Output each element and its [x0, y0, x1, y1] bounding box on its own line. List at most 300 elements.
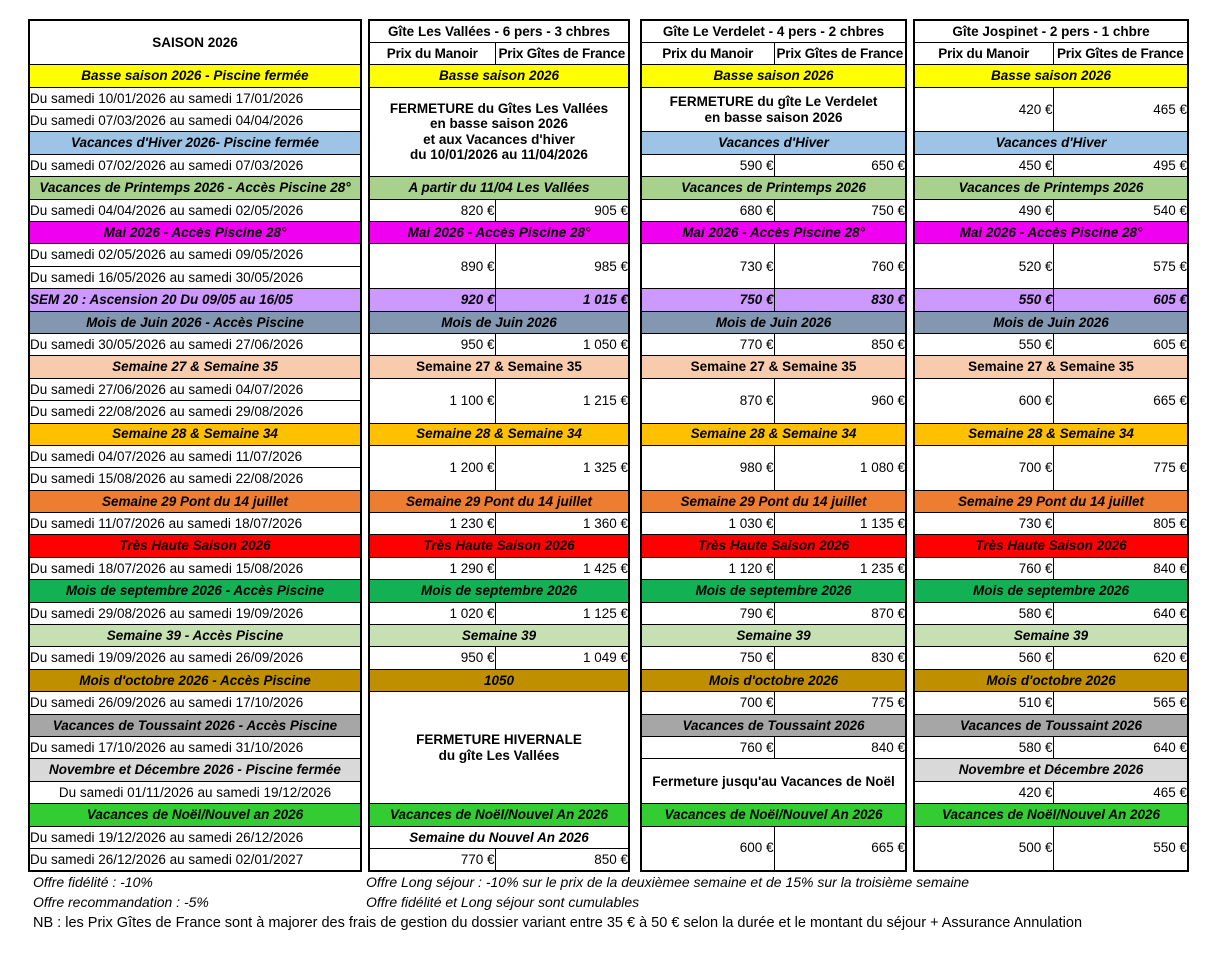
- section-header-cell: Vacances de Noël/Nouvel An 2026: [914, 804, 1188, 826]
- price-gdf-cell: 1 049 €: [495, 647, 629, 669]
- table-row: [369, 692, 629, 714]
- price-manoir-cell: 920 €: [369, 289, 495, 311]
- table-row: [914, 87, 1188, 109]
- section-header-cell: Mois de Juin 2026: [369, 311, 629, 333]
- table-row: [914, 42, 1188, 64]
- price-gdf-cell: 465 €: [1053, 781, 1188, 803]
- price-gdf-cell: 620 €: [1053, 647, 1188, 669]
- table-row: [641, 333, 906, 355]
- price-gdf-cell: 1 050 €: [495, 333, 629, 355]
- price-manoir-cell: 450 €: [914, 154, 1053, 176]
- table-row: [369, 356, 629, 378]
- table-row: [641, 356, 906, 378]
- price-manoir-cell: 490 €: [914, 199, 1053, 221]
- closure-note-line: FERMETURE du gîte Le Verdelet: [669, 94, 878, 110]
- section-header-cell: Mois de septembre 2026: [914, 580, 1188, 602]
- table-row: [914, 647, 1188, 669]
- table-row: [29, 759, 361, 781]
- table-row: [369, 602, 629, 624]
- date-range-cell: Du samedi 29/08/2026 au samedi 19/09/2026: [29, 602, 361, 624]
- section-header-cell: Semaine 28 & Semaine 34: [914, 423, 1188, 445]
- table-row: [641, 692, 906, 714]
- price-manoir-cell: 420 €: [914, 87, 1053, 132]
- section-header-cell: Mois de Juin 2026: [914, 311, 1188, 333]
- date-range-cell: Du samedi 19/09/2026 au samedi 26/09/2026: [29, 647, 361, 669]
- table-row: [369, 669, 629, 691]
- table-row: [369, 65, 629, 87]
- table-row: [29, 289, 361, 311]
- table-row: [369, 20, 629, 42]
- section-header-cell: Semaine 29 Pont du 14 juillet: [29, 490, 361, 512]
- price-gdf-cell: 1 135 €: [774, 513, 906, 535]
- section-header-cell: Mois de septembre 2026: [641, 580, 906, 602]
- price-manoir-cell: 590 €: [641, 154, 774, 176]
- price-manoir-cell: 420 €: [914, 781, 1053, 803]
- table-row: [641, 513, 906, 535]
- date-range-cell: Du samedi 04/04/2026 au samedi 02/05/2026: [29, 199, 361, 221]
- table-row: [369, 557, 629, 579]
- table-row: [369, 378, 629, 400]
- table-row: [29, 535, 361, 557]
- table-row: [914, 132, 1188, 154]
- table-row: [29, 65, 361, 87]
- table-row: [914, 580, 1188, 602]
- price-gdf-cell: 840 €: [1053, 557, 1188, 579]
- price-manoir-cell: 500 €: [914, 826, 1053, 871]
- price-manoir-cell: 790 €: [641, 602, 774, 624]
- table-row: [914, 804, 1188, 826]
- table-row: [369, 42, 629, 64]
- closure-note-line: en basse saison 2026: [704, 109, 843, 125]
- table-row: [29, 199, 361, 221]
- price-gdf-cell: 840 €: [774, 737, 906, 759]
- table-row: [29, 826, 361, 848]
- section-header-cell: Vacances de Toussaint 2026: [641, 714, 906, 736]
- price-gdf-cell: 605 €: [1053, 333, 1188, 355]
- sem20-row-cell: SEM 20 : Ascension 20 Du 09/05 au 16/05: [29, 289, 361, 311]
- closure-note-line: du gîte Les Vallées: [438, 747, 560, 763]
- section-header-cell: Semaine 27 & Semaine 35: [369, 356, 629, 378]
- price-gdf-cell: 575 €: [1053, 244, 1188, 289]
- table-row: [29, 781, 361, 803]
- table-row: [914, 826, 1188, 848]
- table-row: [29, 625, 361, 647]
- price-gdf-cell: 665 €: [1053, 378, 1188, 423]
- section-header-cell: Mai 2026 - Accès Piscine 28°: [914, 222, 1188, 244]
- table-row: [914, 199, 1188, 221]
- price-gdf-cell: 1 080 €: [774, 445, 906, 490]
- price-manoir-cell: 600 €: [914, 378, 1053, 423]
- offer-fidelity-note: Offre fidélité : -10%: [33, 874, 153, 890]
- table-row: [914, 535, 1188, 557]
- table-row: [29, 423, 361, 445]
- section-header-cell: Semaine 27 & Semaine 35: [641, 356, 906, 378]
- price-gdf-cell: 850 €: [774, 333, 906, 355]
- table-row: [29, 244, 361, 266]
- price-manoir-cell: 1 230 €: [369, 513, 495, 535]
- table-row: [29, 356, 361, 378]
- date-range-cell: Du samedi 04/07/2026 au samedi 11/07/2026: [29, 445, 361, 467]
- table-row: [369, 177, 629, 199]
- table-row: [29, 714, 361, 736]
- table-row: [914, 311, 1188, 333]
- price-gdf-cell: 640 €: [1053, 602, 1188, 624]
- closure-note-line: en basse saison 2026: [429, 116, 569, 132]
- table-row: [641, 669, 906, 691]
- section-header-cell: Basse saison 2026: [641, 65, 906, 87]
- date-range-cell: Du samedi 18/07/2026 au samedi 15/08/2026: [29, 557, 361, 579]
- price-gdf-cell: 540 €: [1053, 199, 1188, 221]
- price-manoir-cell: 580 €: [914, 737, 1053, 759]
- table-row: [914, 154, 1188, 176]
- section-header-cell: 1050: [369, 669, 629, 691]
- section-header-cell: Semaine 29 Pont du 14 juillet: [914, 490, 1188, 512]
- section-header-cell: Très Haute Saison 2026: [914, 535, 1188, 557]
- price-gdf-cell: 1 325 €: [495, 445, 629, 490]
- date-range-cell: Du samedi 01/11/2026 au samedi 19/12/2026: [29, 781, 361, 803]
- price-gdf-cell: 1 235 €: [774, 557, 906, 579]
- price-gdf-cell: 565 €: [1053, 692, 1188, 714]
- table-row: [369, 333, 629, 355]
- section-header-cell: Semaine 28 & Semaine 34: [29, 423, 361, 445]
- section-header-cell: Très Haute Saison 2026: [369, 535, 629, 557]
- table-row: [914, 602, 1188, 624]
- section-header-cell: Semaine 39: [369, 625, 629, 647]
- price-gdf-cell: 640 €: [1053, 737, 1188, 759]
- price-manoir-cell: 1 290 €: [369, 557, 495, 579]
- price-manoir-cell: 870 €: [641, 378, 774, 423]
- section-header-cell: Mois de Juin 2026: [641, 311, 906, 333]
- section-header-cell: Novembre et Décembre 2026: [914, 759, 1188, 781]
- section-header-cell: Semaine 27 & Semaine 35: [29, 356, 361, 378]
- table-row: [369, 625, 629, 647]
- section-header-cell: Vacances de Noël/Nouvel An 2026: [641, 804, 906, 826]
- table-row: [641, 244, 906, 266]
- date-range-cell: Du samedi 15/08/2026 au samedi 22/08/2026: [29, 468, 361, 490]
- date-range-cell: Du samedi 22/08/2026 au samedi 29/08/2026: [29, 401, 361, 423]
- price-gdf-cell: 905 €: [495, 199, 629, 221]
- table-row: [641, 759, 906, 781]
- table-row: [369, 848, 629, 870]
- section-header-cell: Semaine 28 & Semaine 34: [369, 423, 629, 445]
- section-header-cell: Mai 2026 - Accès Piscine 28°: [641, 222, 906, 244]
- table-row: [641, 737, 906, 759]
- section-header-cell: Vacances de Toussaint 2026: [914, 714, 1188, 736]
- gite-title-cell: Gîte Les Vallées - 6 pers - 3 chbres: [369, 20, 629, 42]
- table-row: [641, 65, 906, 87]
- table-row: [914, 625, 1188, 647]
- price-column-header-manoir: Prix du Manoir: [914, 42, 1053, 64]
- table-row: [369, 199, 629, 221]
- section-header-cell: Vacances d'Hiver 2026- Piscine fermée: [29, 132, 361, 154]
- price-manoir-cell: 890 €: [369, 244, 495, 289]
- table-row: [369, 445, 629, 467]
- table-row: [369, 826, 629, 848]
- table-row: [914, 714, 1188, 736]
- date-range-cell: Du samedi 07/03/2026 au samedi 04/04/2026: [29, 110, 361, 132]
- price-manoir-cell: 730 €: [914, 513, 1053, 535]
- table-row: [29, 602, 361, 624]
- price-manoir-cell: 770 €: [641, 333, 774, 355]
- price-manoir-cell: 580 €: [914, 602, 1053, 624]
- table-row: [914, 490, 1188, 512]
- table-saison: [28, 19, 362, 872]
- price-manoir-cell: 770 €: [369, 848, 495, 870]
- section-header-cell: Vacances d'Hiver: [914, 132, 1188, 154]
- table-row: [914, 222, 1188, 244]
- table-row: [29, 222, 361, 244]
- price-manoir-cell: 980 €: [641, 445, 774, 490]
- table-row: [641, 20, 906, 42]
- offer-long-stay-note: Offre Long séjour : -10% sur le prix de la deuxièmee semaine et de 15% sur la troisième semaine: [366, 874, 970, 890]
- section-header-cell: Semaine 39: [914, 625, 1188, 647]
- closure-note-line: FERMETURE du Gîtes Les Vallées: [389, 100, 609, 116]
- table-row: [29, 20, 361, 42]
- price-manoir-cell: 1 200 €: [369, 445, 495, 490]
- price-column-header-manoir: Prix du Manoir: [369, 42, 495, 64]
- table-row: [369, 222, 629, 244]
- table-row: [641, 490, 906, 512]
- price-manoir-cell: 1 020 €: [369, 602, 495, 624]
- closure-note-line: Fermeture jusqu'au Vacances de Noël: [652, 773, 895, 789]
- price-gdf-cell: 775 €: [774, 692, 906, 714]
- table-row: [369, 580, 629, 602]
- section-header-cell: Mois d'octobre 2026 - Accès Piscine: [29, 669, 361, 691]
- section-header-cell: Semaine 39 - Accès Piscine: [29, 625, 361, 647]
- table-row: [641, 87, 906, 109]
- table-row: [641, 826, 906, 848]
- section-header-cell: Mois de Juin 2026 - Accès Piscine: [29, 311, 361, 333]
- price-manoir-cell: 950 €: [369, 647, 495, 669]
- date-range-cell: Du samedi 30/05/2026 au samedi 27/06/2026: [29, 333, 361, 355]
- price-manoir-cell: 820 €: [369, 199, 495, 221]
- price-manoir-cell: 680 €: [641, 199, 774, 221]
- price-manoir-cell: 750 €: [641, 289, 774, 311]
- date-range-cell: Du samedi 27/06/2026 au samedi 04/07/2026: [29, 378, 361, 400]
- section-header-cell: Basse saison 2026 - Piscine fermée: [29, 65, 361, 87]
- date-range-cell: Du samedi 16/05/2026 au samedi 30/05/2026: [29, 266, 361, 288]
- section-header-cell: Novembre et Décembre 2026 - Piscine fermée: [29, 759, 361, 781]
- price-column-header-gdf: Prix Gîtes de France: [774, 42, 906, 64]
- table-row: [641, 647, 906, 669]
- section-header-cell: Mois de septembre 2026: [369, 580, 629, 602]
- table-row: [641, 199, 906, 221]
- price-gdf-cell: 830 €: [774, 289, 906, 311]
- table-row: [29, 737, 361, 759]
- table-row: [29, 87, 361, 109]
- section-header-cell: Mois d'octobre 2026: [641, 669, 906, 691]
- section-header-cell: Vacances de Printemps 2026: [914, 177, 1188, 199]
- section-header-cell: Basse saison 2026: [914, 65, 1188, 87]
- table-row: [29, 557, 361, 579]
- table-row: [29, 311, 361, 333]
- price-gdf-cell: 775 €: [1053, 445, 1188, 490]
- price-gdf-cell: 850 €: [495, 848, 629, 870]
- table-row: [29, 401, 361, 423]
- offer-recommendation-note: Offre recommandation : -5%: [33, 894, 209, 910]
- table-row: [914, 356, 1188, 378]
- table-row: [29, 468, 361, 490]
- closure-note-line: et aux Vacances d'hiver: [423, 131, 575, 147]
- table-row: [29, 647, 361, 669]
- table-row: [29, 513, 361, 535]
- table-row: [914, 289, 1188, 311]
- table-row: [29, 692, 361, 714]
- table-row: [914, 20, 1188, 42]
- price-manoir-cell: 760 €: [914, 557, 1053, 579]
- table-row: [641, 602, 906, 624]
- table-row: [29, 110, 361, 132]
- section-header-cell: Semaine 27 & Semaine 35: [914, 356, 1188, 378]
- date-range-cell: Du samedi 17/10/2026 au samedi 31/10/2026: [29, 737, 361, 759]
- table-row: [369, 311, 629, 333]
- price-manoir-cell: 760 €: [641, 737, 774, 759]
- price-gdf-cell: 760 €: [774, 244, 906, 289]
- table-row: [641, 535, 906, 557]
- price-manoir-cell: 700 €: [641, 692, 774, 714]
- section-header-cell: Vacances de Noël/Nouvel An 2026: [369, 804, 629, 826]
- table-row: [641, 311, 906, 333]
- table-row: [641, 289, 906, 311]
- gite-title-cell: Gîte Jospinet - 2 pers - 1 chbre: [914, 20, 1188, 42]
- table-row: [641, 804, 906, 826]
- price-manoir-cell: 550 €: [914, 333, 1053, 355]
- nb-fees-note: NB : les Prix Gîtes de France sont à majorer des frais de gestion du dossier variant entre 35 € à 50 € selon la durée et le montant du séjour + Assurance Annulation: [33, 915, 1083, 931]
- price-manoir-cell: 730 €: [641, 244, 774, 289]
- table-row: [29, 333, 361, 355]
- price-gdf-cell: 665 €: [774, 826, 906, 871]
- price-gdf-cell: 650 €: [774, 154, 906, 176]
- table-gite-jospinet: [913, 19, 1189, 872]
- table-row: [29, 669, 361, 691]
- price-gdf-cell: 830 €: [774, 647, 906, 669]
- price-gdf-cell: 750 €: [774, 199, 906, 221]
- price-gdf-cell: 1 425 €: [495, 557, 629, 579]
- table-row: [29, 177, 361, 199]
- table-row: [914, 244, 1188, 266]
- date-range-cell: Du samedi 02/05/2026 au samedi 09/05/2026: [29, 244, 361, 266]
- price-gdf-cell: 1 125 €: [495, 602, 629, 624]
- closure-note-cell: [641, 759, 906, 804]
- price-gdf-cell: 465 €: [1053, 87, 1188, 132]
- table-row: [29, 378, 361, 400]
- closure-note-line: du 10/01/2026 au 11/04/2026: [410, 147, 588, 163]
- date-range-cell: Du samedi 10/01/2026 au samedi 17/01/2026: [29, 87, 361, 109]
- section-header-cell: Très Haute Saison 2026: [29, 535, 361, 557]
- table-row: [29, 580, 361, 602]
- table-row: [914, 65, 1188, 87]
- table-row: [29, 804, 361, 826]
- table-gite-le-verdelet: [640, 19, 907, 872]
- table-row: [914, 423, 1188, 445]
- price-manoir-cell: 510 €: [914, 692, 1053, 714]
- table-row: [641, 177, 906, 199]
- table-row: [641, 423, 906, 445]
- closure-note-cell: [369, 826, 629, 848]
- section-header-cell: Basse saison 2026: [369, 65, 629, 87]
- table-row: [369, 87, 629, 109]
- section-header-cell: A partir du 11/04 Les Vallées: [369, 177, 629, 199]
- closure-note-cell: [369, 692, 629, 804]
- section-header-cell: Vacances de Printemps 2026 - Accès Piscine 28°: [29, 177, 361, 199]
- date-range-cell: Du samedi 19/12/2026 au samedi 26/12/2026: [29, 826, 361, 848]
- section-header-cell: Vacances de Toussaint 2026 - Accès Piscine: [29, 714, 361, 736]
- table-row: [914, 669, 1188, 691]
- closure-note-line: FERMETURE HIVERNALE: [416, 732, 582, 748]
- date-range-cell: Du samedi 07/02/2026 au samedi 07/03/2026: [29, 154, 361, 176]
- gite-title-cell: Gîte Le Verdelet - 4 pers - 2 chbres: [641, 20, 906, 42]
- table-row: [29, 132, 361, 154]
- price-gdf-cell: 495 €: [1053, 154, 1188, 176]
- price-manoir-cell: 600 €: [641, 826, 774, 871]
- section-header-cell: Vacances de Noël/Nouvel an 2026: [29, 804, 361, 826]
- table-row: [29, 266, 361, 288]
- pricing-tables: [0, 19, 1213, 871]
- section-header-cell: Très Haute Saison 2026: [641, 535, 906, 557]
- price-manoir-cell: 1 120 €: [641, 557, 774, 579]
- table-row: [369, 289, 629, 311]
- price-manoir-cell: 1 100 €: [369, 378, 495, 423]
- table-row: [641, 445, 906, 467]
- table-row: [369, 244, 629, 266]
- table-row: [641, 222, 906, 244]
- price-manoir-cell: 1 030 €: [641, 513, 774, 535]
- table-row: [641, 714, 906, 736]
- price-manoir-cell: 560 €: [914, 647, 1053, 669]
- table-row: [369, 423, 629, 445]
- table-row: [29, 848, 361, 870]
- price-gdf-cell: 985 €: [495, 244, 629, 289]
- price-manoir-cell: 520 €: [914, 244, 1053, 289]
- table-row: [914, 513, 1188, 535]
- table-row: [369, 535, 629, 557]
- table-row: [369, 647, 629, 669]
- section-header-cell: Semaine 29 Pont du 14 juillet: [641, 490, 906, 512]
- date-range-cell: Du samedi 26/12/2026 au samedi 02/01/2027: [29, 848, 361, 870]
- closure-note-cell: [641, 87, 906, 132]
- table-row: [641, 42, 906, 64]
- price-gdf-cell: 1 015 €: [495, 289, 629, 311]
- price-manoir-cell: 950 €: [369, 333, 495, 355]
- price-column-header-gdf: Prix Gîtes de France: [495, 42, 629, 64]
- table-row: [914, 445, 1188, 467]
- table-row: [29, 445, 361, 467]
- table-row: [914, 557, 1188, 579]
- price-column-header-manoir: Prix du Manoir: [641, 42, 774, 64]
- price-gdf-cell: 605 €: [1053, 289, 1188, 311]
- price-manoir-cell: 750 €: [641, 647, 774, 669]
- table-row: [641, 378, 906, 400]
- season-title-cell: SAISON 2026: [29, 20, 361, 65]
- table-row: [914, 333, 1188, 355]
- section-header-cell: Vacances d'Hiver: [641, 132, 906, 154]
- price-gdf-cell: 550 €: [1053, 826, 1188, 871]
- table-row: [369, 513, 629, 535]
- table-row: [641, 154, 906, 176]
- section-header-cell: Mois de septembre 2026 - Accès Piscine: [29, 580, 361, 602]
- date-range-cell: Du samedi 11/07/2026 au samedi 18/07/2026: [29, 513, 361, 535]
- section-header-cell: Semaine 28 & Semaine 34: [641, 423, 906, 445]
- table-row: [369, 804, 629, 826]
- table-row: [914, 759, 1188, 781]
- price-column-header-gdf: Prix Gîtes de France: [1053, 42, 1188, 64]
- price-manoir-cell: 550 €: [914, 289, 1053, 311]
- price-gdf-cell: 1 360 €: [495, 513, 629, 535]
- price-gdf-cell: 805 €: [1053, 513, 1188, 535]
- table-row: [914, 692, 1188, 714]
- table-row: [914, 737, 1188, 759]
- table-row: [914, 781, 1188, 803]
